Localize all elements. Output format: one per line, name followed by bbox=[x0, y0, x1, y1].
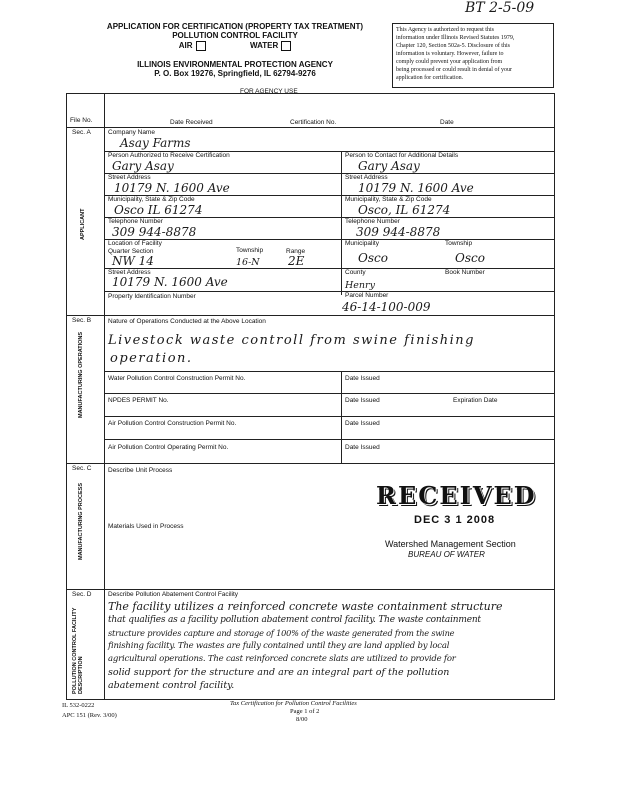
city-label: Municipality, State & Zip Code bbox=[108, 196, 195, 203]
notice-line: being processed or could result in denial of your bbox=[396, 67, 512, 73]
nature-line2: operation. bbox=[110, 351, 193, 366]
air-oper-label: Air Pollution Control Operating Permit No. bbox=[108, 444, 229, 451]
person-authorized-label: Person Authorized to Receive Certification bbox=[108, 152, 230, 159]
water-checkbox[interactable] bbox=[281, 41, 291, 51]
water-const-label: Water Pollution Control Construction Permit No. bbox=[108, 375, 246, 382]
facility-street-value: 10179 N. 1600 Ave bbox=[112, 275, 228, 289]
form-title-line1: APPLICATION FOR CERTIFICATION (PROPERTY TAX TREATMENT) bbox=[106, 22, 364, 31]
npdes-label: NPDES PERMIT No. bbox=[108, 397, 169, 404]
top-right-scribble: BT 2-5-09 bbox=[465, 0, 535, 16]
sec-b-label: Sec. B bbox=[72, 317, 92, 324]
parcel-value: 46-14-100-009 bbox=[342, 300, 431, 314]
company-name-value: Asay Farms bbox=[120, 136, 191, 150]
street2-value: 10179 N. 1600 Ave bbox=[358, 181, 474, 195]
received-stamp: RECEIVED bbox=[376, 481, 537, 510]
description-line: The facility utilizes a reinforced concrete waste containment structure bbox=[108, 600, 503, 613]
stamp-bureau: BUREAU OF WATER bbox=[408, 550, 485, 559]
company-name-label: Company Name bbox=[108, 129, 155, 136]
description-line: that qualifies as a facility pollution abatement control facility. The waste containment bbox=[108, 615, 481, 625]
footer-center: Tax Certification for Pollution Control Facilities bbox=[230, 700, 357, 707]
township2-label: Township bbox=[445, 240, 473, 247]
notice-line: Chapter 120, Section 502a-5. Disclosure of this bbox=[396, 43, 510, 49]
person-contact-label: Person to Contact for Additional Details bbox=[345, 152, 459, 159]
sec-a-side-label: APPLICANT bbox=[80, 208, 86, 240]
phone-value: 309 944-8878 bbox=[112, 225, 197, 239]
agency-address: P. O. Box 19276, Springfield, IL 62794-9276 bbox=[154, 69, 316, 78]
property-id-label: Property Identification Number bbox=[108, 293, 196, 300]
municipality-value: Osco bbox=[358, 251, 388, 265]
air-const-label: Air Pollution Control Construction Permit No. bbox=[108, 420, 237, 427]
person-authorized-value: Gary Asay bbox=[112, 159, 174, 173]
file-no-label: File No. bbox=[70, 117, 93, 124]
date-issued-4: Date Issued bbox=[345, 444, 380, 451]
materials-label: Materials Used in Process bbox=[108, 523, 184, 530]
city-value: Osco IL 61274 bbox=[114, 203, 203, 217]
range-value: 2E bbox=[288, 254, 305, 268]
city2-label: Municipality, State & Zip Code bbox=[345, 196, 432, 203]
nature-line1: Livestock waste controll from swine finishing bbox=[108, 333, 475, 348]
municipality-label: Municipality bbox=[345, 240, 379, 247]
agency-name: ILLINOIS ENVIRONMENTAL PROTECTION AGENCY bbox=[137, 60, 333, 69]
apc-number: APC 151 (Rev. 3/00) bbox=[62, 712, 117, 719]
street-label: Street Address bbox=[108, 174, 151, 181]
phone2-value: 309 944-8878 bbox=[356, 225, 441, 239]
date-issued-3: Date Issued bbox=[345, 420, 380, 427]
form-title-line2: POLLUTION CONTROL FACILITY bbox=[172, 31, 298, 40]
sec-d-side-label: POLLUTION CONTROL FACILITY DESCRIPTION bbox=[72, 607, 84, 694]
county-label: County bbox=[345, 269, 366, 276]
notice-line: This Agency is authorized to request this bbox=[396, 27, 494, 33]
parcel-label: Parcel Number bbox=[345, 292, 389, 299]
stamp-section: Watershed Management Section bbox=[385, 539, 516, 549]
sec-c-side-label: MANUFACTURING PROCESS bbox=[78, 482, 84, 560]
expiration-label: Expiration Date bbox=[453, 397, 498, 404]
date-received-label: Date Received bbox=[170, 119, 213, 126]
air-water-row bbox=[95, 41, 375, 51]
county-value: Henry bbox=[345, 280, 375, 291]
quarter-value: NW 14 bbox=[112, 254, 154, 268]
township-value: 16-N bbox=[236, 257, 260, 268]
township-label: Township bbox=[236, 247, 264, 254]
nature-label: Nature of Operations Conducted at the Above Location bbox=[108, 318, 266, 325]
notice-line: application for certification. bbox=[396, 75, 464, 81]
air-label: AIR bbox=[178, 41, 193, 51]
agency-use-heading: FOR AGENCY USE bbox=[240, 88, 298, 95]
notice-line: comply could prevent your application from bbox=[396, 59, 503, 65]
stamp-date: DEC 3 1 2008 bbox=[414, 514, 496, 526]
description-line: abatement control facility. bbox=[108, 680, 235, 691]
street-value: 10179 N. 1600 Ave bbox=[114, 181, 230, 195]
sec-a-label: Sec. A bbox=[72, 129, 91, 136]
street2-label: Street Address bbox=[345, 174, 388, 181]
date-issued-2: Date Issued bbox=[345, 397, 380, 404]
person-contact-value: Gary Asay bbox=[358, 159, 420, 173]
location-label: Location of Facility bbox=[108, 240, 162, 247]
range-label: Range bbox=[286, 248, 306, 255]
notice-line: information under Illinois Revised Statutes 1979, bbox=[396, 35, 515, 41]
certification-no-label: Certification No. bbox=[290, 119, 337, 126]
sec-b-side-label: MANUFACTURING OPERATIONS bbox=[78, 331, 84, 418]
quarter-label: Quarter Section bbox=[108, 248, 154, 255]
describe-label: Describe Pollution Abatement Control Facility bbox=[108, 591, 239, 598]
description-line: structure provides capture and storage of 100% of the waste generated from the swine bbox=[108, 628, 455, 638]
description-line: finishing facility. The wastes are fully contained until they are land applied by local bbox=[108, 641, 450, 651]
footer-date-code: 8/00 bbox=[296, 716, 308, 723]
description-line: agricultural operations. The cast reinforced concrete slats are utilized to provide for bbox=[108, 654, 456, 664]
description-line: solid support for the structure and are an integral part of the pollution bbox=[108, 667, 450, 678]
sec-c-label: Sec. C bbox=[72, 465, 92, 472]
phone-label: Telephone Number bbox=[108, 218, 163, 225]
sec-d-label: Sec. D bbox=[72, 591, 92, 598]
book-label: Book Number bbox=[445, 269, 485, 276]
water-label: WATER bbox=[249, 41, 279, 51]
date-issued-1: Date Issued bbox=[345, 375, 380, 382]
facility-street-label: Street Address bbox=[108, 269, 151, 276]
notice-line: information is voluntary. However, failure to bbox=[396, 51, 504, 57]
township2-value: Osco bbox=[455, 251, 485, 265]
air-checkbox[interactable] bbox=[196, 41, 206, 51]
footer-page: Page 1 of 2 bbox=[290, 708, 320, 715]
phone2-label: Telephone Number bbox=[345, 218, 400, 225]
date-label: Date bbox=[440, 119, 454, 126]
unit-process-label: Describe Unit Process bbox=[108, 467, 173, 474]
city2-value: Osco, IL 61274 bbox=[358, 203, 451, 217]
form-number: IL 532-0222 bbox=[62, 702, 95, 709]
